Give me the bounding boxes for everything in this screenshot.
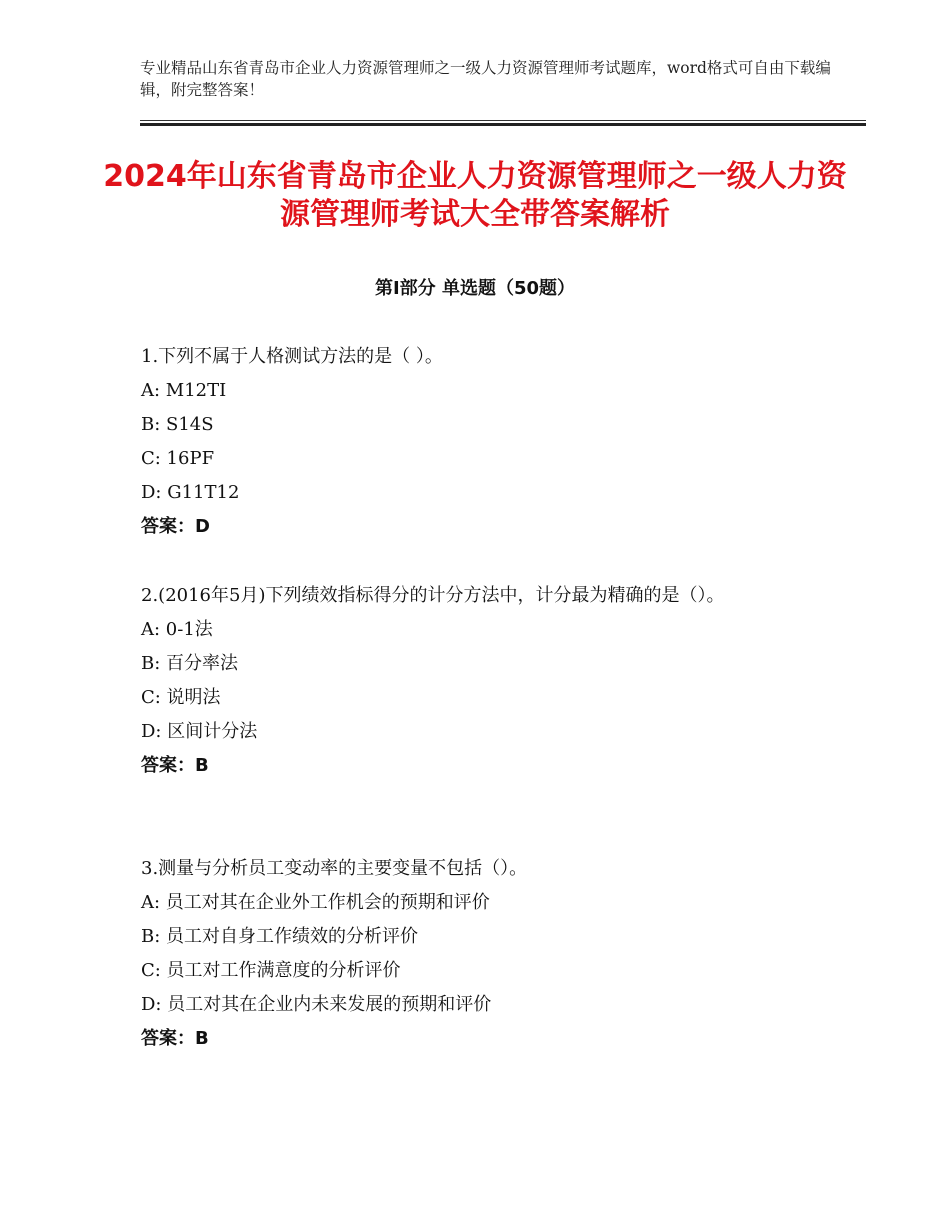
question-stem: 1.下列不属于人格测试方法的是（ ）。 <box>141 346 443 367</box>
option-a: A: 员工对其在企业外工作机会的预期和评价 <box>141 892 490 913</box>
option-c: C: 16PF <box>141 448 215 469</box>
option-c: C: 员工对工作满意度的分析评价 <box>141 960 401 981</box>
section-title: 第Ⅰ部分 单选题（50题） <box>374 278 575 299</box>
document-title: 2024年山东省青岛市企业人力资源管理师之一级人力资源管理师考试大全带答案解析 <box>103 159 847 232</box>
question-stem: 3.测量与分析员工变动率的主要变量不包括（）。 <box>141 858 528 879</box>
answer: 答案：B <box>141 755 209 776</box>
question-2 <box>141 579 821 783</box>
option-b: B: 百分率法 <box>141 653 239 674</box>
question-1 <box>141 340 821 544</box>
option-d: D: G11T12 <box>141 482 240 503</box>
option-a: A: M12TI <box>141 380 227 401</box>
header-note: 专业精品山东省青岛市企业人力资源管理师之一级人力资源管理师考试题库，word格式可自由下载编辑，附完整答案！ <box>140 59 831 99</box>
header-divider <box>140 120 866 126</box>
option-d: D: 区间计分法 <box>141 721 258 742</box>
question-3 <box>141 852 821 1056</box>
option-d: D: 员工对其在企业内未来发展的预期和评价 <box>141 994 492 1015</box>
option-b: B: S14S <box>141 414 214 435</box>
option-c: C: 说明法 <box>141 687 221 708</box>
option-a: A: 0-1法 <box>141 619 213 640</box>
answer: 答案：D <box>141 516 210 537</box>
question-stem: 2.(2016年5月)下列绩效指标得分的计分方法中，计分最为精确的是（）。 <box>141 585 725 606</box>
option-b: B: 员工对自身工作绩效的分析评价 <box>141 926 419 947</box>
answer: 答案：B <box>141 1028 209 1049</box>
